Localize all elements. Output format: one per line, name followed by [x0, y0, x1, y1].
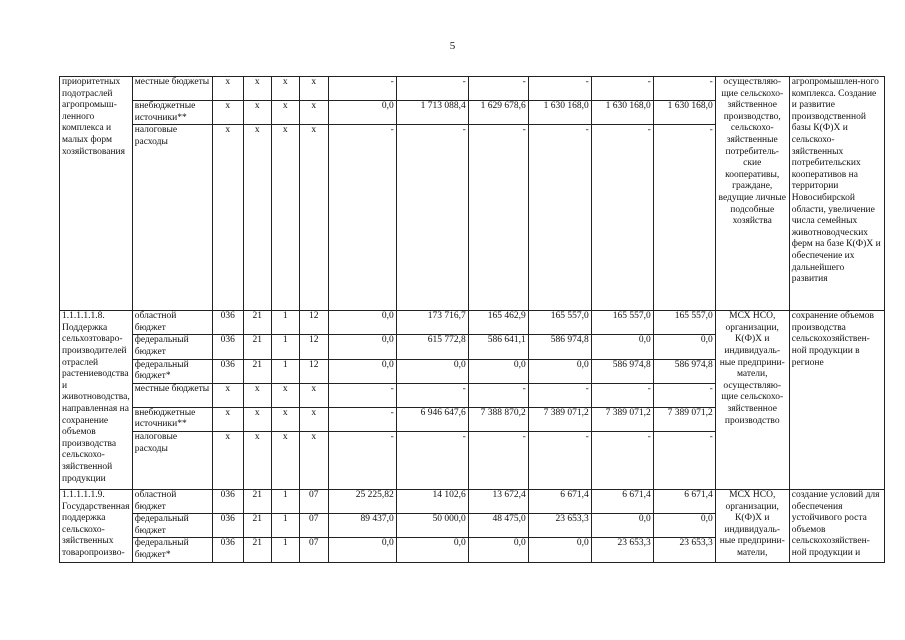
amount-cell: 0,0 [653, 514, 715, 538]
amount-cell: 6 671,4 [591, 489, 653, 513]
amount-cell: 586 974,8 [528, 335, 591, 359]
code-cell: 21 [243, 335, 271, 359]
amount-cell: - [396, 77, 468, 101]
amount-cell: - [591, 383, 653, 407]
code-cell: 12 [299, 359, 328, 383]
code-cell: 036 [212, 489, 243, 513]
code-cell: х [212, 77, 243, 101]
code-cell: х [271, 77, 299, 101]
code-cell: 21 [243, 311, 271, 335]
code-cell: х [212, 383, 243, 407]
amount-cell: 586 974,8 [591, 359, 653, 383]
page-number: 5 [449, 40, 456, 52]
amount-cell: 50 000,0 [396, 514, 468, 538]
measure-name-cell: 1.1.1.1.1.8. Поддержка сельхозтоваро-производителей отраслей растениеводства и животноводства, направленная на сохранение объемов производства сельскохо-зяйственной продукции [60, 311, 133, 490]
amount-cell: 165 557,0 [528, 311, 591, 335]
code-cell: 21 [243, 514, 271, 538]
amount-cell: - [528, 125, 591, 311]
amount-cell: 0,0 [591, 335, 653, 359]
page-bottom-margin [0, 588, 905, 640]
amount-cell: 1 630 168,0 [591, 101, 653, 125]
code-cell: х [271, 101, 299, 125]
amount-cell: 23 653,3 [591, 538, 653, 562]
program-measures-table [59, 76, 885, 563]
amount-cell: 14 102,6 [396, 489, 468, 513]
amount-cell: - [653, 77, 715, 101]
funding-source-cell: федеральный бюджет [132, 514, 212, 538]
amount-cell: 13 672,4 [468, 489, 528, 513]
code-cell: 1 [271, 335, 299, 359]
amount-cell: - [591, 125, 653, 311]
code-cell: 21 [243, 538, 271, 562]
code-cell: 12 [299, 311, 328, 335]
amount-cell: 7 389 071,2 [528, 407, 591, 431]
amount-cell: 0,0 [328, 311, 396, 335]
code-cell: х [299, 407, 328, 431]
measure-name-cell: 1.1.1.1.1.9. Государственная поддержка сельскохо-зяйственных товаропроизво- [60, 489, 133, 562]
code-cell: х [212, 407, 243, 431]
amount-cell: 6 671,4 [528, 489, 591, 513]
amount-cell: - [653, 431, 715, 489]
code-cell: х [299, 431, 328, 489]
funding-source-cell: налоговые расходы [132, 125, 212, 311]
code-cell: х [271, 431, 299, 489]
code-cell: 1 [271, 311, 299, 335]
amount-cell: - [328, 77, 396, 101]
amount-cell: 1 630 168,0 [528, 101, 591, 125]
code-cell: х [212, 101, 243, 125]
funding-source-cell: внебюджетные источники** [132, 407, 212, 431]
funding-source-cell: местные бюджеты [132, 383, 212, 407]
amount-cell: - [528, 383, 591, 407]
funding-source-cell: федеральный бюджет* [132, 359, 212, 383]
amount-cell: - [328, 383, 396, 407]
funding-source-cell: федеральный бюджет [132, 335, 212, 359]
amount-cell: 1 713 088,4 [396, 101, 468, 125]
code-cell: 036 [212, 359, 243, 383]
amount-cell: 0,0 [396, 359, 468, 383]
code-cell: 07 [299, 514, 328, 538]
amount-cell: 0,0 [328, 538, 396, 562]
code-cell: 036 [212, 538, 243, 562]
amount-cell: 89 437,0 [328, 514, 396, 538]
amount-cell: 173 716,7 [396, 311, 468, 335]
table-row [60, 489, 885, 513]
code-cell: х [271, 407, 299, 431]
funding-source-cell: местные бюджеты [132, 77, 212, 101]
code-cell: 1 [271, 514, 299, 538]
funding-source-cell: областной бюджет [132, 489, 212, 513]
funding-source-cell: налоговые расходы [132, 431, 212, 489]
code-cell: 036 [212, 335, 243, 359]
amount-cell: 23 653,3 [528, 514, 591, 538]
amount-cell: - [328, 431, 396, 489]
table-row [60, 77, 885, 101]
amount-cell: - [653, 383, 715, 407]
amount-cell: 586 974,8 [653, 359, 715, 383]
executor-cell: МСХ НСО, организации, К(Ф)Х и индивидуаль-ные предприни-матели, [715, 489, 789, 562]
code-cell: х [243, 431, 271, 489]
code-cell: х [299, 77, 328, 101]
expected-result-cell: агропромышлен-ного комплекса. Создание и развитие производственной базы К(Ф)Х и сельскохо-зяйственных потребительских кооперативов на территории Новосибирской области, увеличение числа семейных животноводческих ферм на базе К(Ф)Х и обеспечение их дальнейшего развития [789, 77, 884, 311]
amount-cell: 0,0 [328, 335, 396, 359]
amount-cell: 7 389 071,2 [591, 407, 653, 431]
funding-source-cell: областной бюджет [132, 311, 212, 335]
amount-cell: - [468, 125, 528, 311]
amount-cell: 7 389 071,2 [653, 407, 715, 431]
expected-result-cell: создание условий для обеспечения устойчивого роста объемов сельскохозяйствен-ной продукции и [789, 489, 884, 562]
code-cell: 036 [212, 514, 243, 538]
amount-cell: - [468, 383, 528, 407]
amount-cell: 0,0 [468, 538, 528, 562]
amount-cell: 0,0 [528, 538, 591, 562]
funding-source-cell: внебюджетные источники** [132, 101, 212, 125]
amount-cell: 165 462,9 [468, 311, 528, 335]
code-cell: 07 [299, 489, 328, 513]
executor-cell: МСХ НСО, организации, К(Ф)Х и индивидуаль-ные предприни-матели, осуществляю-щие сельскохо-зяйственное производство [715, 311, 789, 490]
amount-cell: 6 671,4 [653, 489, 715, 513]
amount-cell: - [528, 431, 591, 489]
amount-cell: - [396, 383, 468, 407]
amount-cell: 0,0 [653, 335, 715, 359]
code-cell: х [243, 77, 271, 101]
amount-cell: - [328, 407, 396, 431]
executor-cell: осуществляю-щие сельскохо-зяйственное производство, сельскохо-зяйственные потребитель-ские кооперативы, граждане, ведущие личные подсобные хозяйства [715, 77, 789, 311]
code-cell: 21 [243, 489, 271, 513]
amount-cell: 0,0 [328, 101, 396, 125]
amount-cell: - [591, 431, 653, 489]
code-cell: х [243, 125, 271, 311]
expected-result-cell: сохранение объемов производства сельскохозяйствен-ной продукции в регионе [789, 311, 884, 490]
amount-cell: 0,0 [591, 514, 653, 538]
amount-cell: 165 557,0 [591, 311, 653, 335]
amount-cell: - [468, 431, 528, 489]
funding-source-cell: федеральный бюджет* [132, 538, 212, 562]
code-cell: х [299, 383, 328, 407]
amount-cell: - [468, 77, 528, 101]
code-cell: х [271, 383, 299, 407]
amount-cell: 586 641,1 [468, 335, 528, 359]
amount-cell: 615 772,8 [396, 335, 468, 359]
code-cell: 1 [271, 489, 299, 513]
amount-cell: - [328, 125, 396, 311]
amount-cell: - [396, 431, 468, 489]
amount-cell: 1 629 678,6 [468, 101, 528, 125]
amount-cell: 6 946 647,6 [396, 407, 468, 431]
code-cell: 036 [212, 311, 243, 335]
code-cell: х [212, 431, 243, 489]
amount-cell: 0,0 [396, 538, 468, 562]
amount-cell: 0,0 [328, 359, 396, 383]
amount-cell: 48 475,0 [468, 514, 528, 538]
code-cell: х [299, 125, 328, 311]
amount-cell: 165 557,0 [653, 311, 715, 335]
amount-cell: 0,0 [468, 359, 528, 383]
table-row [60, 311, 885, 335]
code-cell: х [299, 101, 328, 125]
amount-cell: - [653, 125, 715, 311]
code-cell: х [243, 407, 271, 431]
amount-cell: - [591, 77, 653, 101]
code-cell: 1 [271, 359, 299, 383]
code-cell: 07 [299, 538, 328, 562]
amount-cell: 23 653,3 [653, 538, 715, 562]
code-cell: х [243, 383, 271, 407]
measure-name-cell: приоритетных подотраслей агропромыш-ленного комплекса и малых форм хозяйствования [60, 77, 133, 311]
code-cell: х [243, 101, 271, 125]
amount-cell: - [528, 77, 591, 101]
code-cell: х [271, 125, 299, 311]
code-cell: 1 [271, 538, 299, 562]
code-cell: х [212, 125, 243, 311]
amount-cell: 25 225,82 [328, 489, 396, 513]
amount-cell: 7 388 870,2 [468, 407, 528, 431]
amount-cell: 1 630 168,0 [653, 101, 715, 125]
amount-cell: - [396, 125, 468, 311]
code-cell: 21 [243, 359, 271, 383]
amount-cell: 0,0 [528, 359, 591, 383]
code-cell: 12 [299, 335, 328, 359]
